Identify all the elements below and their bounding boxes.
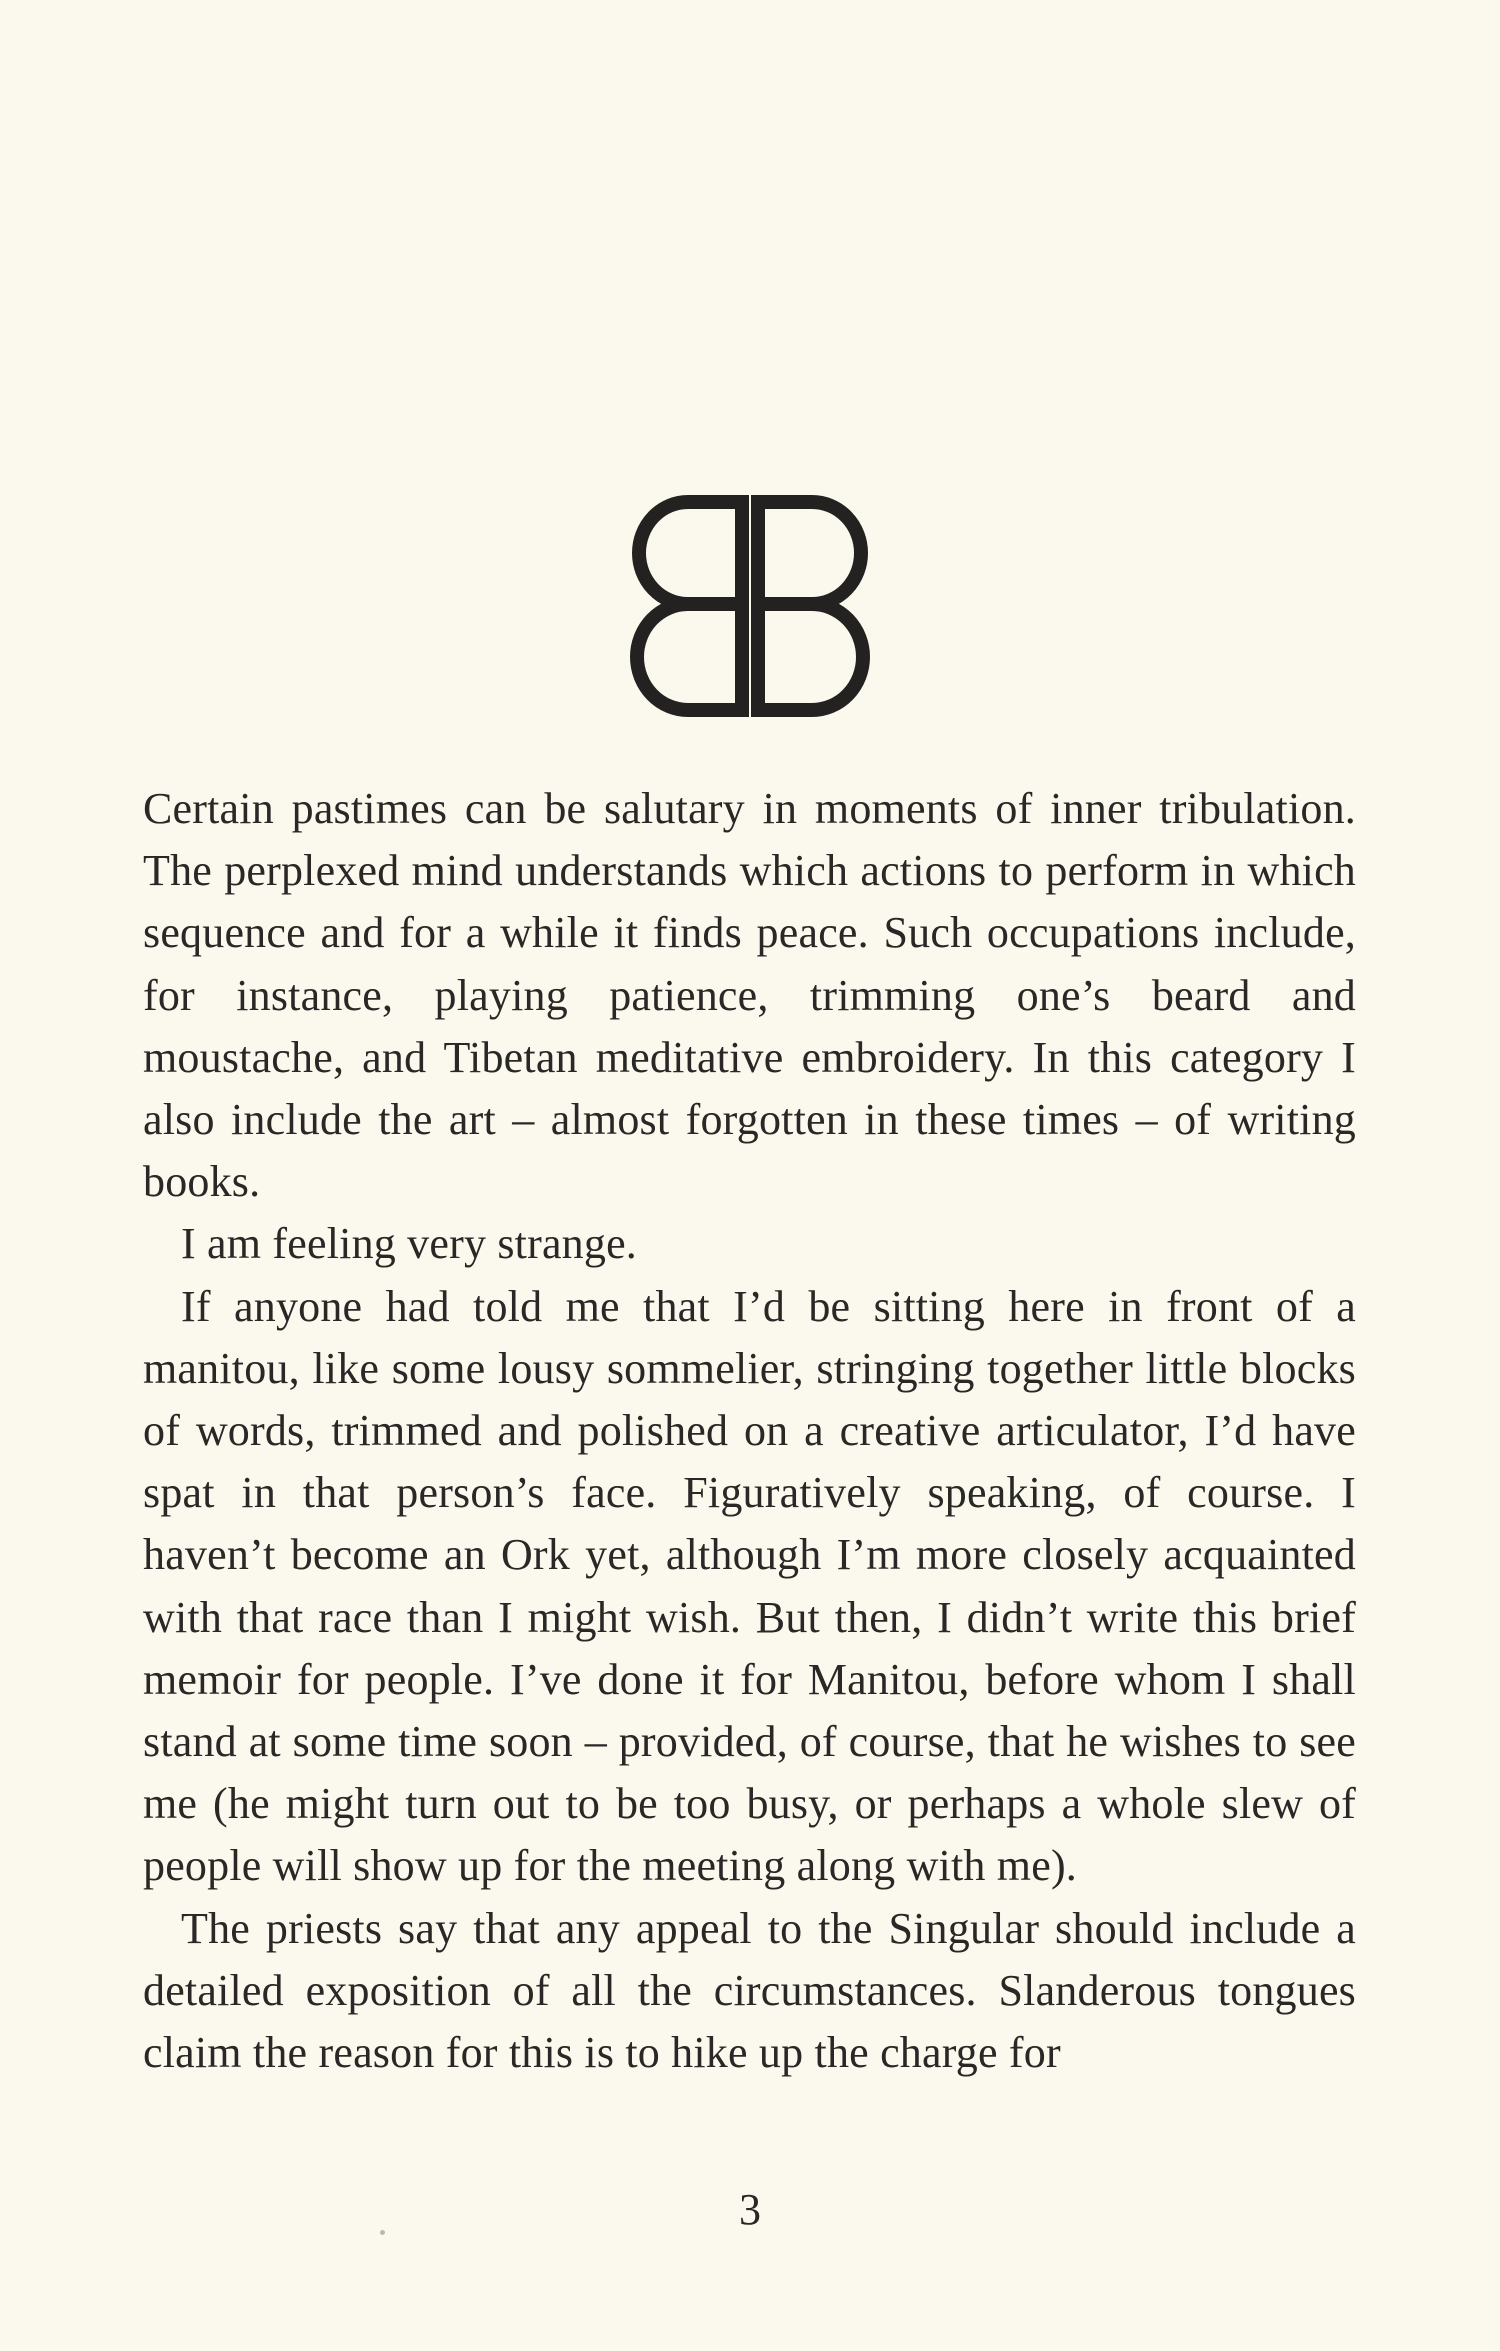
paragraph-3: If anyone had told me that I’d be sitting here in front of a manitou, like some lousy sommelier, stringing together little blocks of words, trimmed and polished on a creative articulator, I’d have spat in that person’s face. Figuratively speaking, of course. I haven’t become an Ork yet, although I’m more closely acquainted with that race than I might wish. But then, I didn’t write this brief memoir for people. I’ve done it for Manitou, before whom I shall stand at some time soon – provided, of course, that he wishes to see me (he might turn out to be too busy, or perhaps a whole slew of people will show up for the meeting along with me). — [143, 1281, 1356, 1891]
paragraph-4: The priests say that any appeal to the Singular should include a detailed exposition of all the circumstances. Slanderous tongues claim the reason for this is to hike up the charge for — [143, 1903, 1356, 2078]
paragraph-1: Certain pastimes can be salutary in moments of inner tribulation. The perplexed mind understands which actions to perform in which sequence and for a while it finds peace. Such occupations include, for instance, playing patience, trimming one’s beard and moustache, and Tibetan meditative embroidery. In this category I also include the art – almost forgotten in these times – of writing books. — [143, 784, 1356, 1207]
paragraph-2: I am feeling very strange. — [181, 1219, 638, 1269]
main-text — [143, 778, 1356, 2084]
page-number: 3 — [739, 2185, 761, 2234]
paper-speck — [380, 2230, 385, 2235]
double-B-monogram-icon — [630, 495, 870, 720]
